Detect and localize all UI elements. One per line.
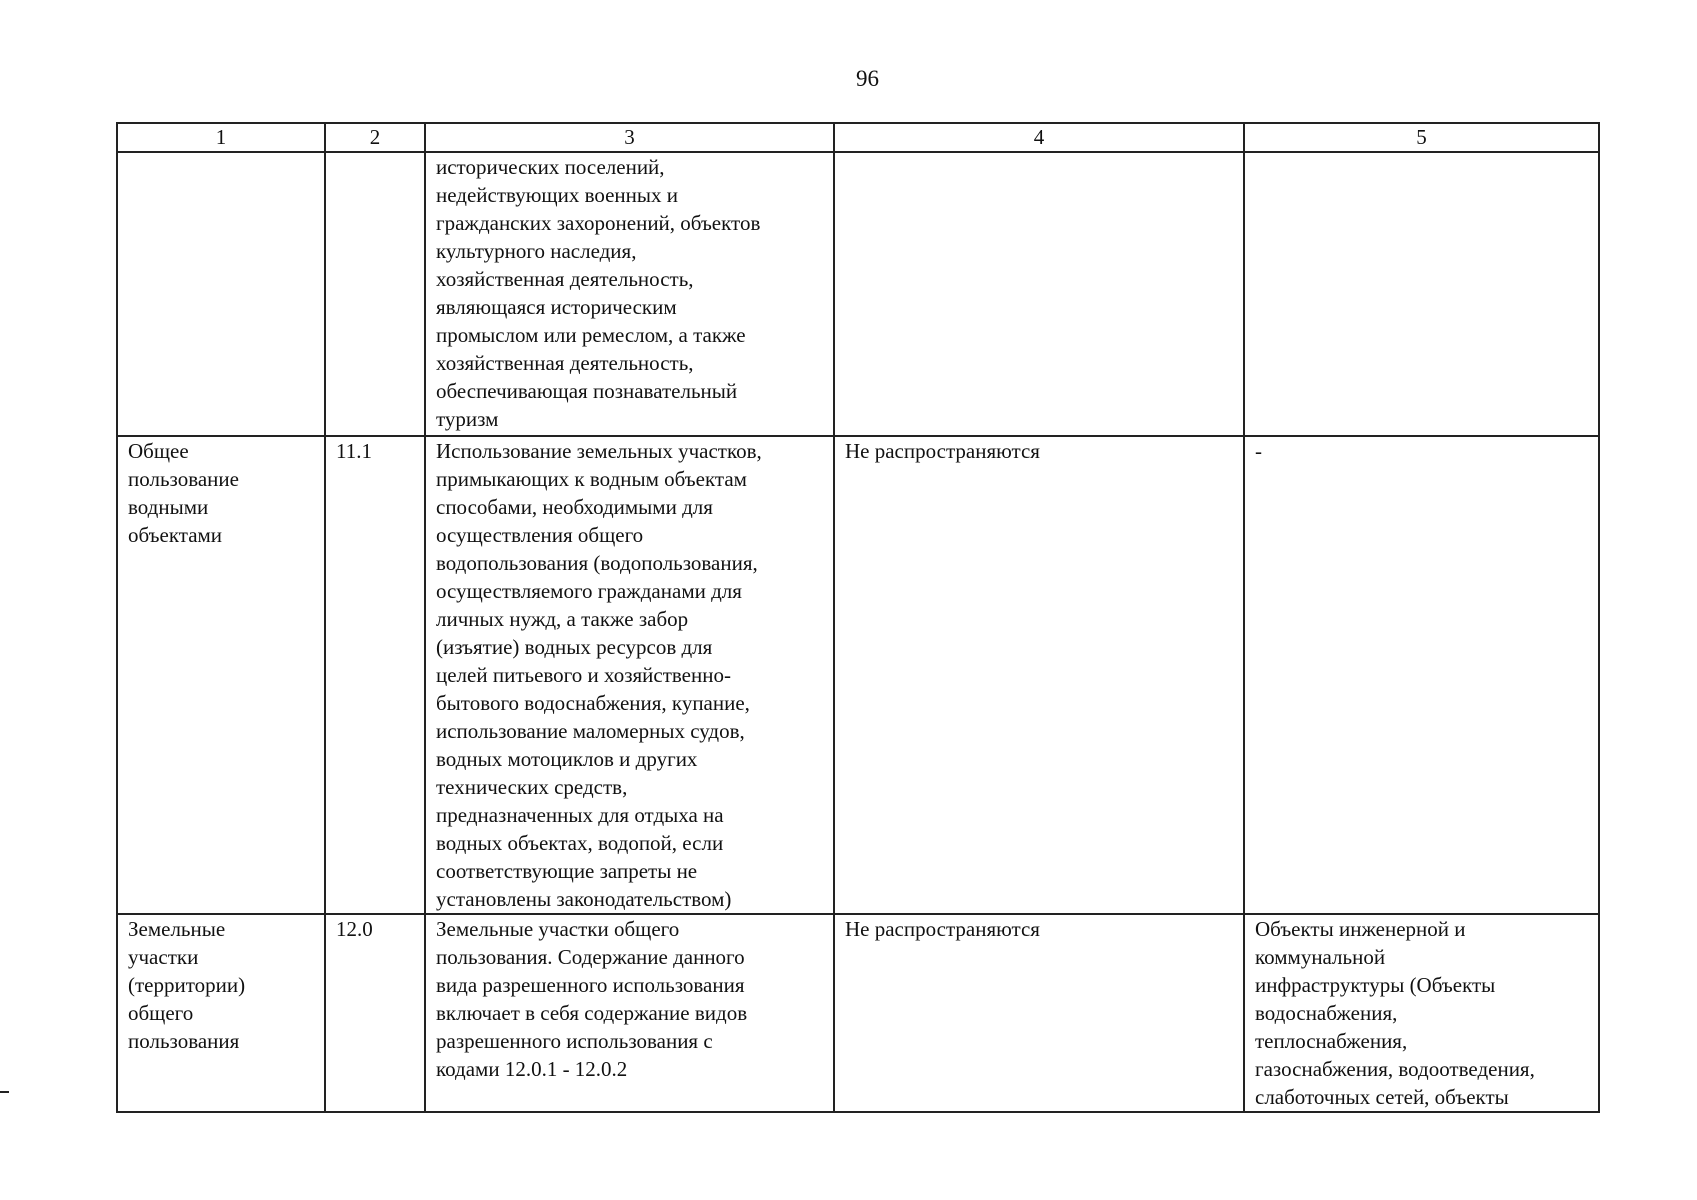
- row-description: Земельные участки общего пользования. Содержание данного вида разрешенного использования включает в себя содержание видов разрешенного использования с кодами 12.0.1 - 12.0.2: [425, 914, 834, 1112]
- land-use-table: [116, 122, 1600, 1113]
- row-col4: [834, 152, 1244, 436]
- table-row: [117, 436, 1599, 914]
- row-col5: Объекты инженерной и коммунальной инфраструктуры (Объекты водоснабжения, теплоснабжения, газоснабжения, водоотведения, слаботочных сетей, объекты: [1244, 914, 1599, 1112]
- table-row: [117, 152, 1599, 436]
- row-code: [325, 152, 425, 436]
- header-row: [117, 123, 1599, 152]
- row-name: Общее пользование водными объектами: [117, 436, 325, 914]
- table-row: [117, 914, 1599, 1112]
- page-number: 96: [856, 66, 879, 91]
- header-col-4: 4: [834, 123, 1244, 152]
- row-code: 11.1: [325, 436, 425, 914]
- row-col5: -: [1244, 436, 1599, 914]
- header-col-1: 1: [117, 123, 325, 152]
- row-col5: [1244, 152, 1599, 436]
- margin-mark: [0, 1091, 9, 1093]
- row-name: [117, 152, 325, 436]
- row-code: 12.0: [325, 914, 425, 1112]
- row-col4: Не распространяются: [834, 914, 1244, 1112]
- row-col4: Не распространяются: [834, 436, 1244, 914]
- header-col-5: 5: [1244, 123, 1599, 152]
- row-description: Использование земельных участков, примыкающих к водным объектам способами, необходимыми для осуществления общего водопользования (водопользования, осуществляемого гражданами для личных нужд, а также забор (изъятие) водных ресурсов для целей питьевого и хозяйственно- бытового водоснабжения, купание, использование маломерных судов, водных мотоциклов и других технических средств, предназначенных для отдыха на водных объектах, водопой, если соответствующие запреты не установлены законодательством): [425, 436, 834, 914]
- row-description: исторических поселений, недействующих военных и гражданских захоронений, объектов культурного наследия, хозяйственная деятельность, являющаяся историческим промыслом или ремеслом, а также хозяйственная деятельность, обеспечивающая познавательный туризм: [425, 152, 834, 436]
- header-col-3: 3: [425, 123, 834, 152]
- row-name: Земельные участки (территории) общего пользования: [117, 914, 325, 1112]
- header-col-2: 2: [325, 123, 425, 152]
